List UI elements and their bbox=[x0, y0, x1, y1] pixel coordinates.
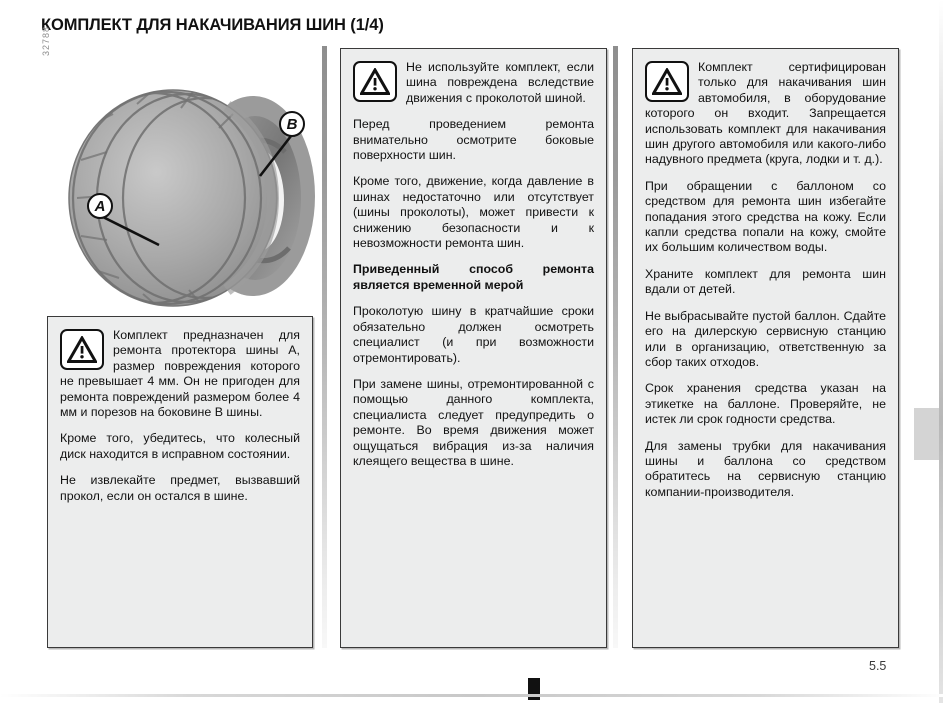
panel-middle-paragraph-1 bbox=[353, 60, 594, 106]
panel-middle-paragraph-5: Проколотую шину в кратчайшие сроки обязательно должен осмотреть специалист (и при возможности отремонтировать). bbox=[353, 304, 594, 365]
panel-middle-paragraph-4: Приведенный способ ремонта является временной мерой bbox=[353, 262, 594, 292]
column-separator-2 bbox=[613, 46, 618, 648]
chapter-tab-marker bbox=[914, 408, 940, 460]
panel-left-paragraph-3: Не извлекайте предмет, вызвавший прокол, если он остался в шине. bbox=[60, 473, 300, 503]
panel-right-paragraph-1 bbox=[645, 60, 886, 168]
panel-middle-text-1: Не используйте комплект, если шина повреждена вследствие движения с проколотой шиной. bbox=[406, 60, 594, 105]
panel-right-paragraph-2: При обращении с баллоном со средством для ремонта шин избегайте попадания этого средства на кожу. Если капли средства попали на кожу, смойте их большим количеством воды. bbox=[645, 178, 886, 255]
warning-triangle-icon bbox=[353, 61, 397, 102]
panel-left-paragraph-2: Кроме того, убедитесь, что колесный диск находится в исправном состоянии. bbox=[60, 431, 300, 461]
warning-panel-left bbox=[47, 316, 313, 648]
panel-right-paragraph-3: Храните комплект для ремонта шин вдали от детей. bbox=[645, 266, 886, 297]
warning-panel-right bbox=[632, 48, 899, 648]
callout-label-b: B bbox=[279, 111, 305, 137]
figure-reference-number: 32788 bbox=[41, 25, 51, 56]
tire-illustration bbox=[41, 25, 319, 310]
warning-triangle-icon bbox=[60, 329, 104, 370]
panel-right-text-1: Комплект сертифицирован только для накачивания шин автомобиля, в оборудование которого он входит. Запрещается использовать комплект для накачивания шин другого автомобиля или какого-либо надувного предмета (круга, лодки и т. д.). bbox=[645, 60, 886, 167]
panel-middle-paragraph-3: Кроме того, движение, когда давление в шинах недостаточно или отсутствует (шины проколоты), может привести к снижению безопасности и к невозможности ремонта шин. bbox=[353, 174, 594, 251]
warning-triangle-icon bbox=[645, 61, 689, 102]
callout-label-a: A bbox=[87, 193, 113, 219]
panel-right-paragraph-5: Срок хранения средства указан на этикетке на баллоне. Проверяйте, не истек ли срок годности средства. bbox=[645, 381, 886, 427]
panel-right-paragraph-6: Для замены трубки для накачивания шины и баллона со средством обратитесь на сервисную станцию компании-производителя. bbox=[645, 438, 886, 499]
panel-right-paragraph-4: Не выбрасывайте пустой баллон. Сдайте его на дилерскую сервисную станцию или в организацию, ответственную за сбор таких отходов. bbox=[645, 308, 886, 369]
panel-middle-paragraph-2: Перед проведением ремонта внимательно осмотрите боковые поверхности шин. bbox=[353, 117, 594, 163]
panel-left-paragraph-1 bbox=[60, 328, 300, 420]
bottom-edge-shadow bbox=[0, 694, 948, 697]
page-number: 5.5 bbox=[869, 659, 887, 673]
page-title: КОМПЛЕКТ ДЛЯ НАКАЧИВАНИЯ ШИН (1/4) bbox=[41, 16, 384, 34]
column-separator-1 bbox=[322, 46, 327, 648]
panel-left-text-1: Комплект предназначен для ремонта протектора шины A, размер повреждения которого не превышает 4 мм. Он не пригоден для ремонта повреждений размером более 4 мм и порезов на боковине B шины. bbox=[60, 328, 300, 420]
panel-middle-paragraph-6: При замене шины, отремонтированной с помощью данного комплекта, специалиста следует предупредить о ремонте. Во время движения может ощущаться вибрация из-за наличия клеящего вещества в шине. bbox=[353, 376, 594, 468]
tire-photo-graphic bbox=[41, 48, 319, 310]
warning-panel-middle bbox=[340, 48, 607, 648]
page-edge-shadow bbox=[939, 0, 943, 703]
